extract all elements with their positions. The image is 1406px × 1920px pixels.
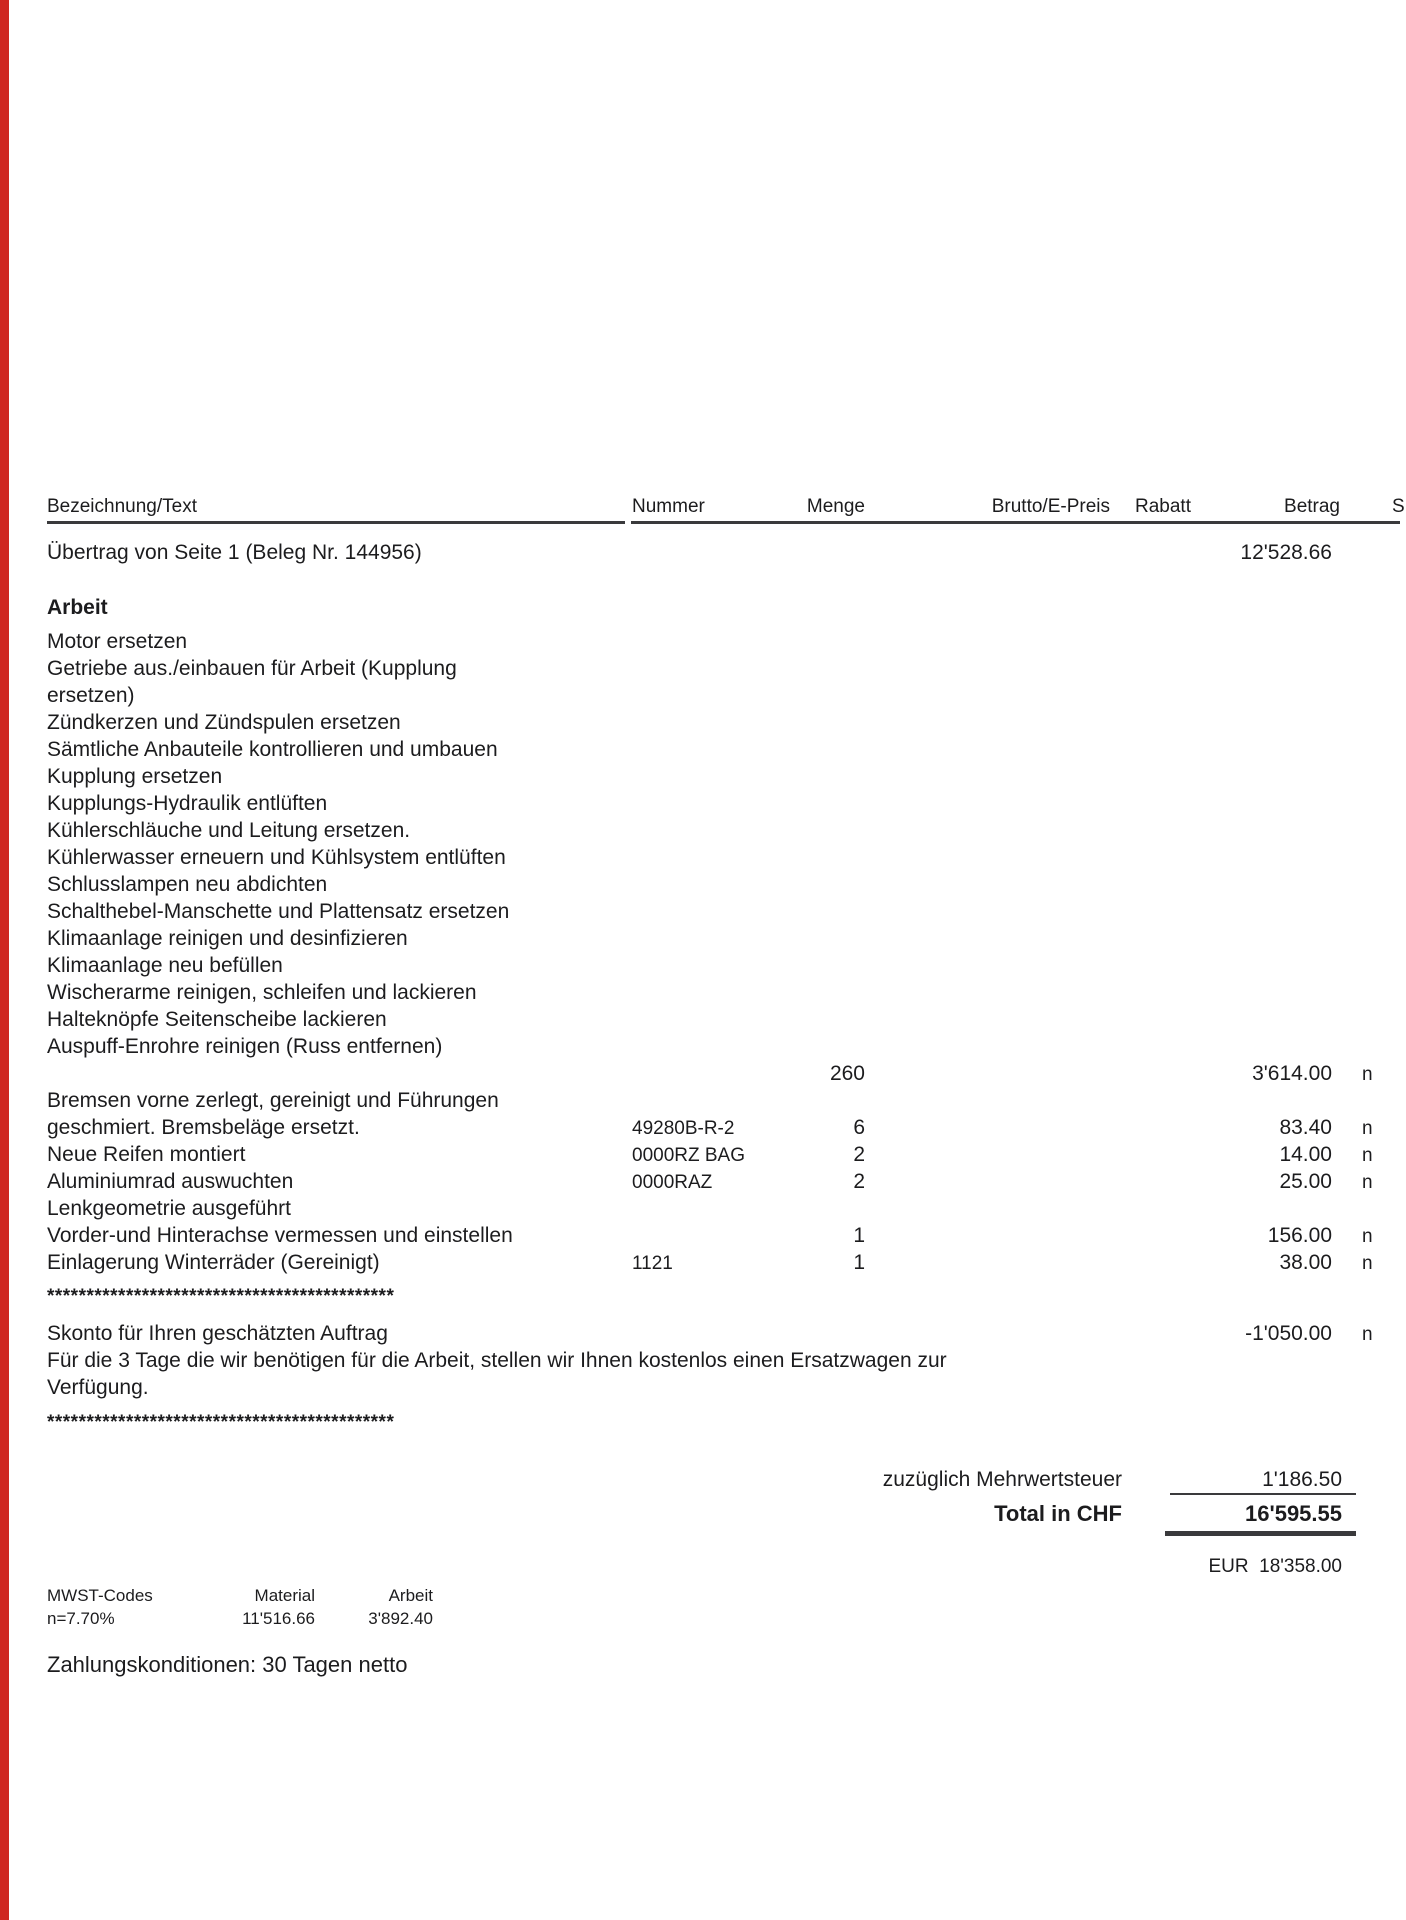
table-row (47, 819, 1403, 846)
table-row (47, 657, 1403, 684)
mwst-arbeit-header: Arbeit (388, 1586, 433, 1605)
row-description: ersetzen) (47, 684, 135, 707)
table-row (47, 684, 1403, 711)
row-description: Schalthebel-Manschette und Plattensatz ersetzen (47, 900, 510, 923)
row-description: Kühlerwasser erneuern und Kühlsystem entlüften (47, 846, 506, 869)
invoice-content (47, 0, 1403, 1920)
payment-terms: Zahlungskonditionen: 30 Tagen netto (47, 1652, 408, 1677)
row-description: Motor ersetzen (47, 630, 188, 653)
total-label: Total in CHF (994, 1501, 1122, 1526)
column-header-nummer: Nummer (632, 496, 705, 517)
mwst-material-header: Material (254, 1586, 315, 1605)
table-row (47, 630, 1403, 657)
column-header-rabatt: Rabatt (1135, 496, 1191, 517)
table-row (47, 1197, 1403, 1224)
row-description: Lenkgeometrie ausgeführt (47, 1197, 291, 1220)
row-amount: 14.00 (1279, 1143, 1332, 1166)
eur-currency-label: EUR (1208, 1556, 1249, 1577)
row-quantity: 6 (853, 1116, 865, 1139)
row-description: Sämtliche Anbauteile kontrollieren und umbauen (47, 738, 498, 761)
skonto-note-line1: Für die 3 Tage die wir benötigen für die Arbeit, stellen wir Ihnen kostenlos einen Ersatzwagen zur (47, 1349, 947, 1372)
skonto-text: Skonto für Ihren geschätzten Auftrag (47, 1322, 388, 1345)
row-quantity: 2 (853, 1143, 865, 1166)
carryover-label: Übertrag von Seite 1 (Beleg Nr. 144956) (47, 541, 422, 564)
table-row (47, 846, 1403, 873)
separator-asterisks-top: ******************************************** (47, 1286, 395, 1307)
section-title-arbeit: Arbeit (47, 596, 108, 619)
table-row (47, 1251, 1403, 1278)
table-row (47, 927, 1403, 954)
row-quantity: 2 (853, 1170, 865, 1193)
table-row (47, 738, 1403, 765)
column-header-brutto-e-preis: Brutto/E-Preis (991, 496, 1110, 517)
table-row (47, 1170, 1403, 1197)
vat-underline (1170, 1493, 1356, 1495)
table-row (47, 1224, 1403, 1251)
vat-label: zuzüglich Mehrwertsteuer (882, 1468, 1122, 1491)
row-tax-code: n (1362, 1064, 1373, 1085)
table-row (47, 900, 1403, 927)
table-row (47, 765, 1403, 792)
table-row (47, 1116, 1403, 1143)
mwst-code-value: n=7.70% (47, 1609, 115, 1628)
header-underline-right (631, 521, 1400, 524)
row-amount: 38.00 (1279, 1251, 1332, 1274)
row-description: Bremsen vorne zerlegt, gereinigt und Führungen (47, 1089, 499, 1112)
eur-total (1142, 1556, 1342, 1578)
total-amount: 16'595.55 (1245, 1501, 1342, 1526)
table-row (47, 954, 1403, 981)
row-description: Getriebe aus./einbauen für Arbeit (Kupplung (47, 657, 457, 680)
row-part-number: 0000RAZ (632, 1172, 713, 1193)
row-description: Vorder-und Hinterachse vermessen und einstellen (47, 1224, 513, 1247)
table-row (47, 711, 1403, 738)
column-header-betrag: Betrag (1284, 496, 1340, 517)
column-header-menge: Menge (806, 496, 865, 517)
row-tax-code: n (1362, 1172, 1373, 1193)
table-row (47, 1143, 1403, 1170)
table-row (47, 873, 1403, 900)
column-header-s: S (1392, 496, 1405, 517)
total-underline (1165, 1531, 1356, 1536)
left-red-border (0, 0, 9, 1920)
row-description: Halteknöpfe Seitenscheibe lackieren (47, 1008, 387, 1031)
mwst-material-value: 11'516.66 (242, 1609, 315, 1628)
row-amount: 83.40 (1279, 1116, 1332, 1139)
row-amount: 25.00 (1279, 1170, 1332, 1193)
row-description: Auspuff-Enrohre reinigen (Russ entfernen) (47, 1035, 443, 1058)
row-description: Zündkerzen und Zündspulen ersetzen (47, 711, 401, 734)
row-part-number: 0000RZ BAG (632, 1145, 745, 1166)
row-quantity: 1 (853, 1251, 865, 1274)
row-description: geschmiert. Bremsbeläge ersetzt. (47, 1116, 360, 1139)
row-tax-code: n (1362, 1118, 1373, 1139)
table-row (47, 1089, 1403, 1116)
table-row (47, 1062, 1403, 1089)
mwst-arbeit-value: 3'892.40 (368, 1609, 433, 1628)
vat-amount: 1'186.50 (1262, 1468, 1342, 1491)
table-row (47, 1035, 1403, 1062)
mwst-codes-header: MWST-Codes (47, 1586, 153, 1605)
row-part-number: 1121 (632, 1253, 673, 1274)
row-tax-code: n (1362, 1145, 1373, 1166)
row-quantity: 1 (853, 1224, 865, 1247)
eur-amount: 18'358.00 (1259, 1556, 1342, 1577)
row-description: Kühlerschläuche und Leitung ersetzen. (47, 819, 411, 842)
row-description: Kupplungs-Hydraulik entlüften (47, 792, 328, 815)
row-description: Klimaanlage reinigen und desinfizieren (47, 927, 408, 950)
row-description: Schlusslampen neu abdichten (47, 873, 328, 896)
table-row (47, 792, 1403, 819)
row-description: Aluminiumrad auswuchten (47, 1170, 294, 1193)
row-description: Einlagerung Winterräder (Gereinigt) (47, 1251, 380, 1274)
carryover-amount: 12'528.66 (1240, 541, 1332, 564)
row-amount: 156.00 (1267, 1224, 1332, 1247)
row-description: Klimaanlage neu befüllen (47, 954, 283, 977)
row-quantity: 260 (829, 1062, 865, 1085)
row-description: Neue Reifen montiert (47, 1143, 246, 1166)
row-amount: 3'614.00 (1252, 1062, 1332, 1085)
table-row (47, 1008, 1403, 1035)
header-underline-left (47, 521, 625, 524)
row-tax-code: n (1362, 1226, 1373, 1247)
column-header-bezeichnung: Bezeichnung/Text (47, 496, 197, 517)
row-part-number: 49280B-R-2 (632, 1118, 735, 1139)
row-description: Kupplung ersetzen (47, 765, 223, 788)
skonto-tax-code: n (1362, 1324, 1373, 1345)
row-description: Wischerarme reinigen, schleifen und lackieren (47, 981, 477, 1004)
skonto-amount: -1'050.00 (1245, 1322, 1332, 1345)
row-tax-code: n (1362, 1253, 1373, 1274)
separator-asterisks-bottom: ******************************************** (47, 1412, 395, 1433)
table-row (47, 981, 1403, 1008)
skonto-note-line2: Verfügung. (47, 1376, 149, 1399)
